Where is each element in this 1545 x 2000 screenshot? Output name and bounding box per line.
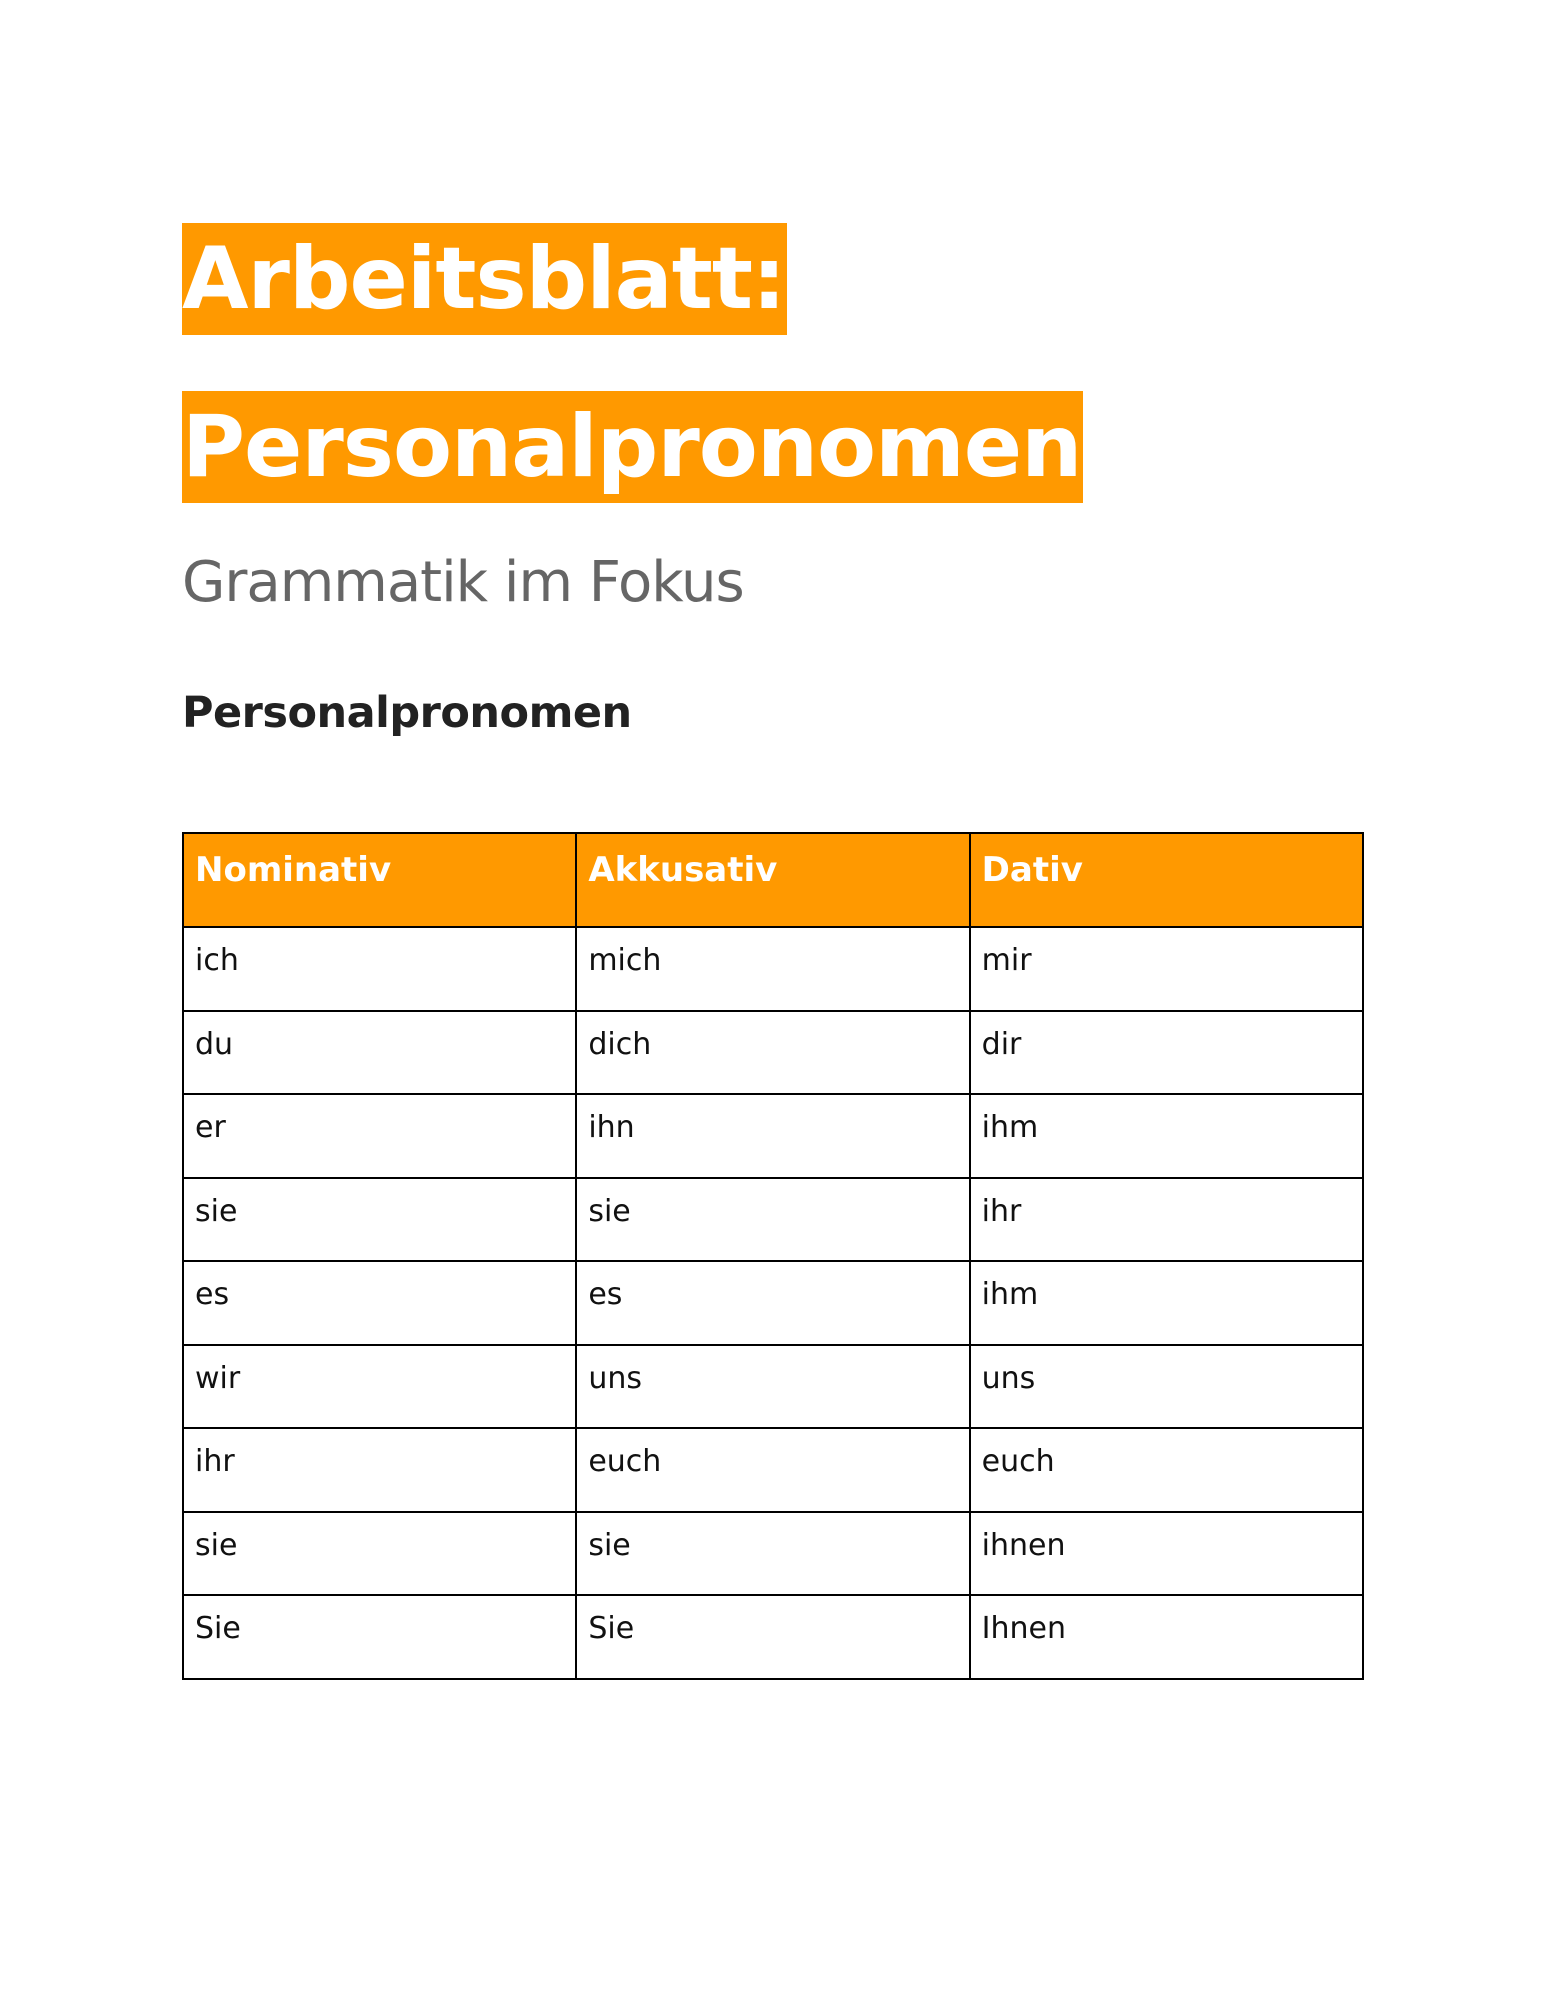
- cell-dativ: ihnen: [970, 1512, 1363, 1596]
- cell-dativ: dir: [970, 1011, 1363, 1095]
- table-row: [183, 1094, 1363, 1178]
- title-line-1: [182, 195, 1382, 363]
- cell-nominativ: du: [183, 1011, 576, 1095]
- cell-dativ: ihm: [970, 1094, 1363, 1178]
- cell-akkusativ: euch: [576, 1428, 969, 1512]
- cell-dativ: Ihnen: [970, 1595, 1363, 1679]
- cell-dativ: euch: [970, 1428, 1363, 1512]
- cell-akkusativ: sie: [576, 1512, 969, 1596]
- cell-akkusativ: dich: [576, 1011, 969, 1095]
- cell-akkusativ: ihn: [576, 1094, 969, 1178]
- cell-nominativ: er: [183, 1094, 576, 1178]
- cell-nominativ: Sie: [183, 1595, 576, 1679]
- title-line-2: [182, 363, 1382, 531]
- table-row: [183, 1011, 1363, 1095]
- section-heading: Personalpronomen: [182, 688, 632, 738]
- header-nominativ: Nominativ: [183, 833, 576, 927]
- cell-akkusativ: Sie: [576, 1595, 969, 1679]
- table-row: [183, 1512, 1363, 1596]
- cell-akkusativ: es: [576, 1261, 969, 1345]
- cell-akkusativ: sie: [576, 1178, 969, 1262]
- table-row: [183, 1595, 1363, 1679]
- title-line-1-text: Arbeitsblatt:: [182, 223, 787, 335]
- subtitle: Grammatik im Fokus: [182, 550, 744, 615]
- cell-nominativ: sie: [183, 1512, 576, 1596]
- table-header-row: [183, 833, 1363, 927]
- header-akkusativ: Akkusativ: [576, 833, 969, 927]
- cell-dativ: ihm: [970, 1261, 1363, 1345]
- cell-dativ: ihr: [970, 1178, 1363, 1262]
- cell-akkusativ: mich: [576, 927, 969, 1011]
- pronoun-table: [182, 832, 1364, 1680]
- table-row: [183, 1178, 1363, 1262]
- cell-nominativ: sie: [183, 1178, 576, 1262]
- page-title: [182, 195, 1382, 531]
- cell-nominativ: ihr: [183, 1428, 576, 1512]
- header-dativ: Dativ: [970, 833, 1363, 927]
- cell-nominativ: wir: [183, 1345, 576, 1429]
- cell-nominativ: ich: [183, 927, 576, 1011]
- cell-dativ: mir: [970, 927, 1363, 1011]
- table-row: [183, 1345, 1363, 1429]
- table-row: [183, 1261, 1363, 1345]
- title-line-2-text: Personalpronomen: [182, 391, 1083, 503]
- cell-dativ: uns: [970, 1345, 1363, 1429]
- cell-nominativ: es: [183, 1261, 576, 1345]
- table-row: [183, 927, 1363, 1011]
- table-row: [183, 1428, 1363, 1512]
- cell-akkusativ: uns: [576, 1345, 969, 1429]
